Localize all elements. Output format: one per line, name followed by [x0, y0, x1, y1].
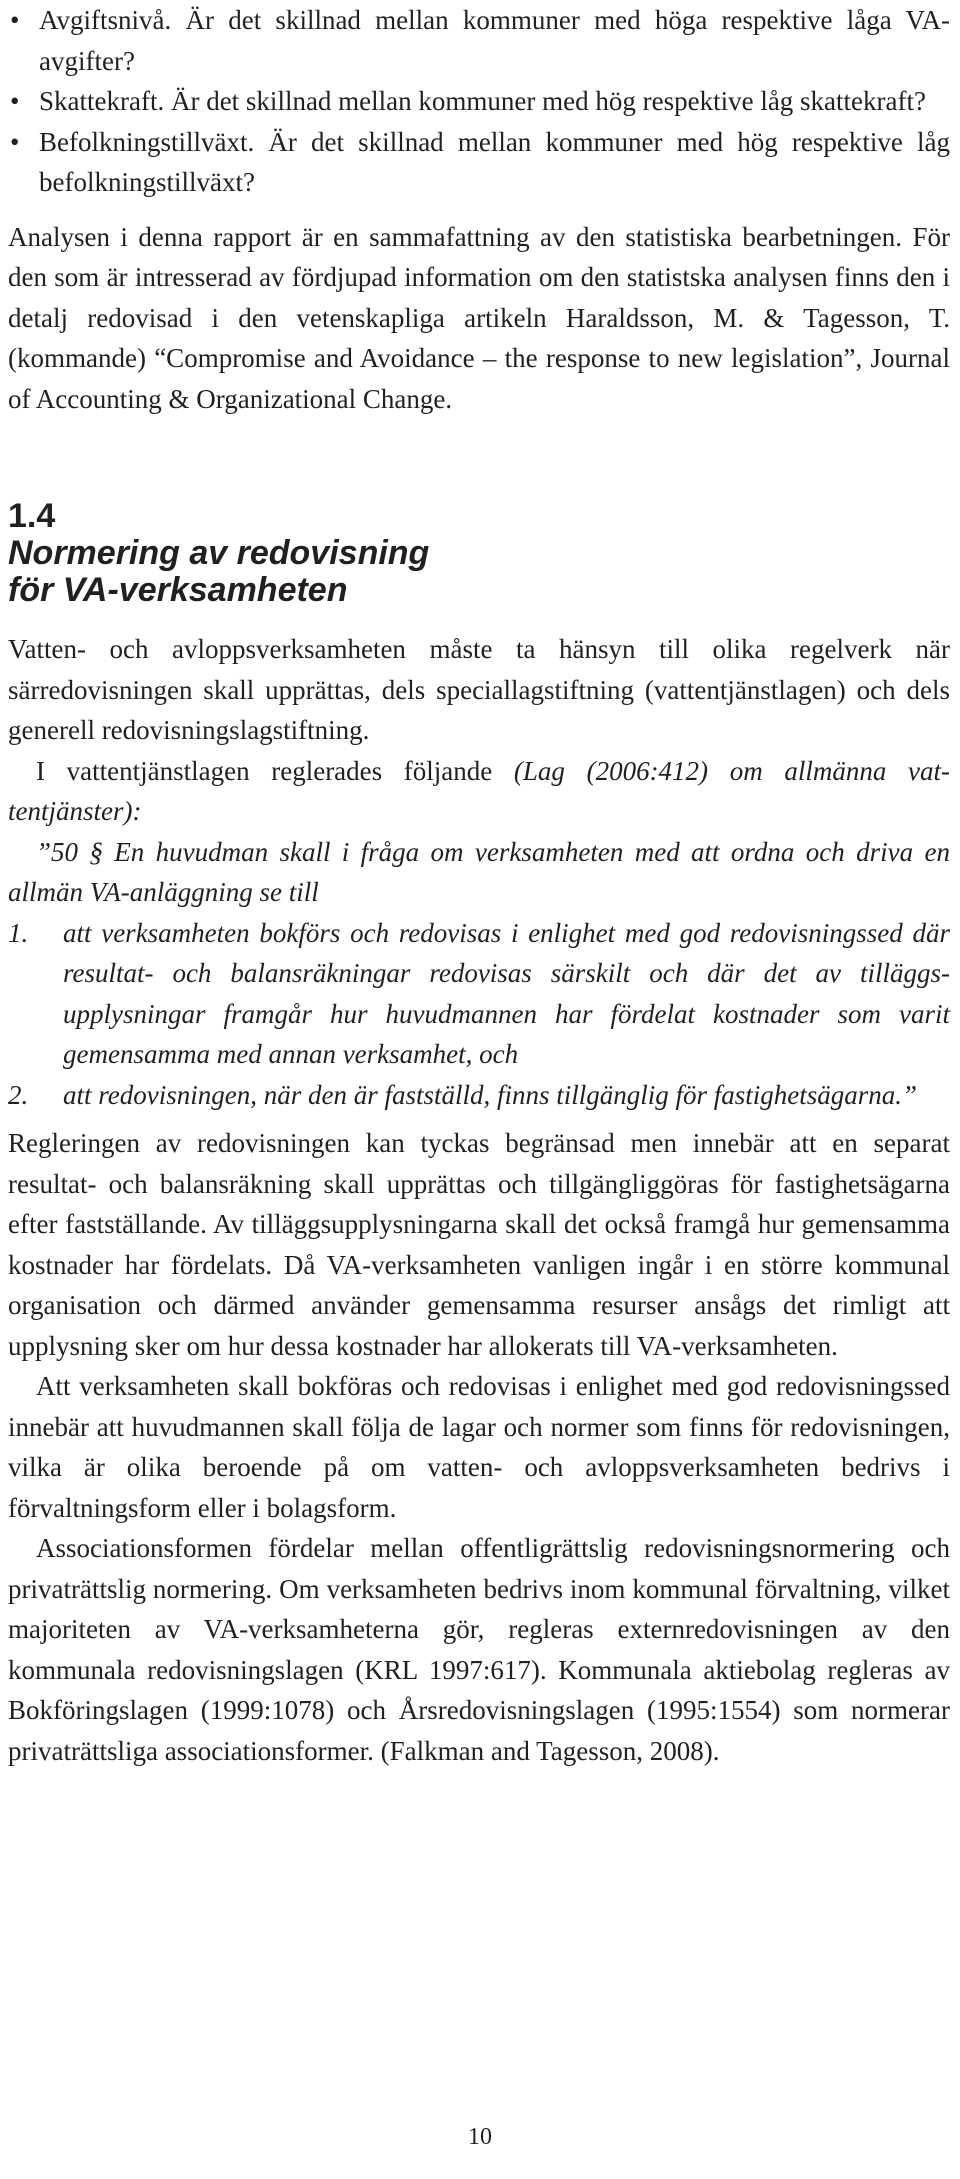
list-item: • Skattekraft. Är det skillnad mellan kommuner med hög respektive låg skattekraft? [8, 81, 950, 122]
law-item-marker: 2. [8, 1079, 29, 1110]
body-paragraph: Regleringen av redovisningen kan tyckas begränsad men innebär att en separat resultat- och balansräkning skall upprättas och tillgängliggöras för fastighetsägarna efter fastställande. Av tilläggsupplysningarna skall det också framgå hur gemensamma kostnader har fördelats. Då VA-verksamheten vanligen ingår i en större kommunal organisation och därmed använder gemensamma resurser ansågs det rimligt att upplysning sker om hur dessa kostnader har allokerats till VA-verksamheten. [8, 1128, 950, 1361]
section-title-line: Normering av redovisning [8, 534, 430, 572]
list-item: • Avgiftsnivå. Är det skillnad mellan kommuner med höga respektive låga VA-avgifter? [8, 0, 950, 81]
section-title [8, 535, 950, 609]
intro-paragraph: Vatten- och avloppsverksamheten måste ta hänsyn till olika regelverk när särredovisningen skall upprättas, dels speciallagstiftning (vattentjänstlagen) och dels generell redovisningslagstiftning. [8, 634, 950, 745]
page-number: 10 [468, 2124, 492, 2150]
body-paragraph: Associationsformen fördelar mellan offentligrättslig redovisningsnormering och privaträttslig normering. Om verksamheten bedrivs inom kommunal förvaltning, vilket majoriteten av VA-verksamheterna gör, regleras externredovisningen av den kommunala redovisningslagen (KRL 1997:617). Kommunala aktiebolag regleras av Bokföringslagen (1999:1078) och Årsredovisningslagen (1995:1554) som normerar privaträttsliga associationsformer. (Falkman and Tagesson, 2008). [8, 1533, 950, 1766]
law-list-item [8, 913, 950, 1075]
analysis-paragraph: Analysen i denna rapport är en sammafattning av den statistiska bearbetningen. För den som är intresserad av fördjupad information om den statistska analysen finns den i detalj redovisad i den vetenskapliga artikeln Haraldsson, M. & Tagesson, T. (kommande) “Compromise and Avoidance – the response to new legislation”, Journal of Accounting & Organizational Change. [8, 221, 950, 414]
law-item-marker: 1. [8, 917, 29, 948]
law-intro-paragraph [8, 751, 950, 832]
law-list-item [8, 1075, 950, 1116]
section-title-line: för VA-verksamheten [8, 571, 348, 609]
section-heading [8, 498, 950, 609]
law-item-text: att verksamheten bokförs och redovisas i enlighet med god redovisningssed där resultat- och balansräkningar redovisas särskilt och där det av tilläggsupplysningar framgår hur huvudmannen har fördelat kostnader som varit gemensamma med annan verksamhet, och [63, 917, 950, 1069]
body-paragraph: Att verksamheten skall bokföras och redovisas i enlighet med god redovisningssed innebär att huvudmannen skall följa de lagar och normer som finns för redovisningen, vilka är olika beroende på om vatten- och avloppsverksamheten bedrivs i förvaltningsform eller i bolagsform. [8, 1371, 950, 1523]
law-intro-text: I vattentjänstlagen reglerades följande [36, 755, 514, 786]
law-quote: ”50 § En huvudman skall i fråga om verksamheten med att ordna och driva en allmän VA-anläggning se till [8, 836, 950, 907]
question-list [8, 0, 950, 203]
law-list [8, 913, 950, 1116]
law-item-text: att redovisningen, när den är fastställd, finns tillgänglig för fastighetsägarna.” [63, 1079, 918, 1110]
list-item: • Befolkningstillväxt. Är det skillnad mellan kommuner med hög respektive låg befolkningstillväxt? [8, 122, 950, 203]
page-content [8, 0, 950, 1771]
section-number: 1.4 [8, 497, 56, 535]
law-reference: (Lag (2006:412) om allmänna vattentjänster): [8, 755, 950, 826]
